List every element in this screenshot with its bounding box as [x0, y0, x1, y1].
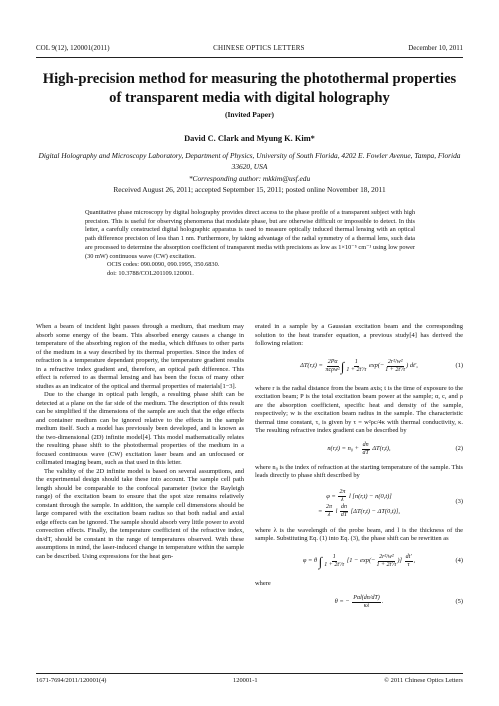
equation-5: θ = − $\frac{\text{Pαl(dn/dT)}}{\kappa\lambda}$ . (5) — [334, 594, 463, 609]
abstract-text: Quantitative phase microscopy by digital holography provides direct access to the phase profile of a transparent subject with high precision. This is useful for observing phenomena that modulate phase, but are otherwise difficult or impossible to detect. In this letter, a carefully constructed digital holographic apparatus is used to measure optically induced thermal lensing with an optical path difference precision of less than 1 nm. Furthermore, by taking advantage of the radial symmetry of a thermal lens, such data are processed to determine the absorption coefficient of transparent media with precisions as low as 1×10⁻⁵ cm⁻¹ using low power (30 mW) continuous wave (CW) excitation. — [85, 209, 415, 260]
ocis-codes: OCIS codes: 090.0090, 090.1995, 350.6830. — [107, 261, 220, 269]
equation-number: (3) — [455, 497, 463, 505]
doi: doi: 10.3788/COL201109.120001. — [107, 269, 194, 277]
journal-name: CHINESE OPTICS LETTERS — [213, 44, 305, 52]
equation-number: (1) — [455, 362, 463, 370]
issue-date: December 10, 2011 — [408, 44, 463, 52]
affiliation: Digital Holography and Microscopy Laboratory, Department of Physics, University of South Florida, 4202 E. Fowler Avenue, Tampa, Florida 33620, USA — [38, 151, 461, 171]
paper-title: High-precision method for measuring the photothermal properties of transparent media with digital holography — [42, 71, 457, 106]
paragraph: where λ is the wavelength of the probe beam, and l is the thickness of the sample. Substituting Eq. (1) into Eq. (3), the phase shift can be rewritten as — [255, 526, 463, 543]
equation-number: (5) — [455, 597, 463, 605]
equation-number: (2) — [455, 445, 463, 453]
invited-label: (Invited Paper) — [225, 110, 274, 119]
page-footer — [36, 677, 463, 684]
footer-rule — [36, 673, 463, 674]
paragraph: where — [255, 579, 271, 587]
paragraph: The validity of the 2D infinite model is based on several assumptions, and the experimental design should take these into account. The sample cell path length should be comparable to the confocal parameter (twice the Rayleigh range) of the excitation beam to ensure that the spot size remains relatively constant through the sample. In addition, the sample cell dimensions should be large compared with the excitation beam radius so that both radial and axial edge effects can be ignored. The sample should absorb very little power to avoid convection effects. Finally, the temperature coefficient of the refractive index, dn/dT, should be constant in the range of temperatures observed. With these assumptions in mind, the laser-induced change in temperature within the sample can be described. Using expressions for the heat gen- — [36, 467, 244, 560]
page-number: 120001-1 — [233, 677, 258, 684]
header-rule — [36, 57, 463, 58]
paragraph: Due to the change in optical path length, a resulting phase shift can be detected at a plane on the far side of the medium. The description of this result can be simplified if the dimensions of the sample are such that the edge effects and container medium can be ignored relative to the effects in the sample medium itself. Such a model has previously been developed, and is known as the two-dimensional (2D) infinite model[4]. This model mathematically relates the resulting phase shift to the photothermal properties of the medium in a focused continuous wave (CW) excitation laser beam and an unfocused or collimated imaging beam, such as that used in this letter. — [36, 391, 244, 467]
left-column — [36, 323, 244, 561]
abstract — [85, 209, 415, 279]
equation-number: (4) — [455, 557, 463, 565]
right-column — [255, 323, 463, 616]
equation-2: n(r,t) = n₀ + $\frac{dn}{dT}$ ΔT(r,t), (2) — [327, 442, 463, 457]
paragraph: When a beam of incident light passes through a medium, that medium may absorb some energy of the beam. This absorbed energy causes a change in temperature of the absorbing region of the media, which diffuses to other parts of the medium in a way described by its thermal properties. Since the index of refraction is a temperature dependant property, the temperature gradient results in a refractive index gradient and, therefore, an optical path difference. This effect is referred to as thermal lensing and has been the focus of many other studies as an indicator of the optical and thermal properties of materials[1−3]. — [36, 323, 244, 390]
running-head — [36, 42, 463, 54]
paragraph: where n₀ is the index of refraction at the starting temperature of the sample. This leads directly to phase shift described by — [255, 463, 463, 480]
author-list: David C. Clark and Myung K. Kim* — [184, 134, 315, 143]
equation-3: φ = $\frac{2\pi}{\lambda}$ l [n(r,t) − n(0,t)] = $\frac{2\pi}{\lambda}$ l $\frac{dn}{dT}$ [ΔT(r,t) − ΔT(0,t)], (3) — [318, 488, 463, 518]
copyright: © 2011 Chinese Optics Letters — [384, 677, 463, 684]
corresponding-author: *Corresponding author: mkkim@usf.edu — [188, 174, 311, 183]
equation-1: ΔT(r,t) = $\frac{2P\alpha}{\text{πcρw²}}$ ∫ $\frac{1}{1 + 2t'/\tau}$ exp (− $\frac{\text{2r²/w²}}{1 + 2t'/\tau}$ ) dt′, (1) — [300, 358, 463, 374]
issn-code: 1671-7694/2011/120001(4) — [36, 677, 107, 684]
received-dates: Received August 26, 2011; accepted September 15, 2011; posted online November 18, 2011 — [113, 185, 386, 194]
equation-4: φ = θ ∫ $\frac{1}{1 + 2t'/\tau}$ [1 − exp(− $\frac{\text{2r²/w²}}{1 + 2t'/\tau}$ )] $\frac{dt'}{\tau}$ , (4) — [302, 553, 463, 569]
journal-citation: COL 9(12), 120001(2011) — [36, 44, 110, 52]
paragraph: where r is the radial distance from the beam axis; t is the time of exposure to the excitation beam; P is the total excitation beam power at the sample; α, c, and ρ are the absorption coefficient, specific heat and density of the sample, respectively; w is the excitation beam radius in the sample. The characteristic thermal time constant, τ, is given by τ = w²ρc/4κ with thermal conductivity, κ. The resulting refractive index gradient can be described by — [255, 384, 463, 435]
paragraph: erated in a sample by a Gaussian excitation beam and the corresponding solution to the heat transfer equation, a previous study[4] has derived the following relation: — [255, 323, 463, 348]
